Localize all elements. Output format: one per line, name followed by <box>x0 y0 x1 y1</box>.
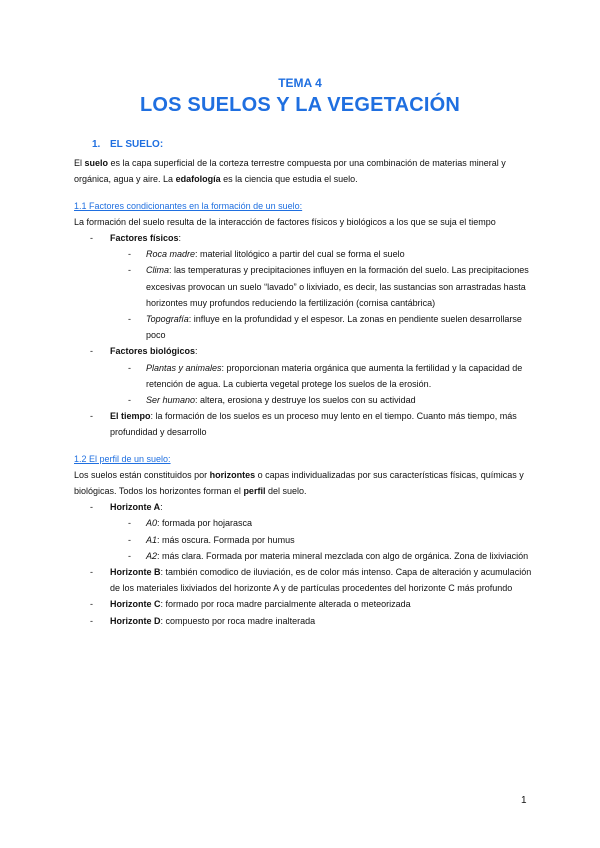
list-item-plantas-animales: - Plantas y animales: proporcionan materia orgánica que aumenta la fertilidad y la capacidad de retención de agua. La cubierta vegetal protege los suelos de la erosión. <box>74 360 534 392</box>
list-item-roca-madre: - Roca madre: material litológico a partir del cual se forma el suelo <box>74 246 534 262</box>
list-dash: - <box>90 411 93 422</box>
section-1-number: 1. <box>92 139 101 150</box>
list-dash: - <box>128 395 131 406</box>
list-dash: - <box>128 550 131 561</box>
list-item-factores-fisicos: - Factores físicos: <box>74 230 534 246</box>
page-number: 1 <box>521 795 527 806</box>
list-item-clima: - Clima: las temperaturas y precipitaciones influyen en la formación del suelo. Las precipitaciones excesivas provocan un suelo “lavado” o lixiviado, es decir, las sustancias son arrastradas hasta horizontes muy profundos reduciendo la fertilización (cornisa cantábrica) <box>74 262 534 311</box>
list-dash: - <box>90 502 93 513</box>
list-dash: - <box>128 314 131 325</box>
term-horizontes: horizontes <box>209 469 256 480</box>
term-edafologia: edafología <box>175 174 221 185</box>
topic-number: TEMA 4 <box>278 76 322 90</box>
list-dash: - <box>90 615 93 626</box>
list-dash: - <box>90 346 93 357</box>
list-item-a1: - A1: más oscura. Formada por humus <box>74 532 534 548</box>
section-1-1-heading: 1.1 Factores condicionantes en la formación de un suelo: <box>74 200 303 211</box>
document-body <box>74 137 534 629</box>
list-dash: - <box>90 599 93 610</box>
list-item-horizonte-c: - Horizonte C: formado por roca madre parcialmente alterada o meteorizada <box>74 596 534 612</box>
section-1-2-heading: 1.2 El perfil de un suelo: <box>74 453 171 464</box>
section-1-intro: El suelo es la capa superficial de la corteza terrestre compuesta por una combinación de materias mineral y orgánica, agua y aire. La edafología es la ciencia que estudia el suelo. <box>74 158 506 185</box>
list-item-a0: - A0: formada por hojarasca <box>74 515 534 531</box>
list-item-horizonte-d: - Horizonte D: compuesto por roca madre inalterada <box>74 613 534 629</box>
list-item-ser-humano: - Ser humano: altera, erosiona y destruye los suelos con su actividad <box>74 392 534 408</box>
list-dash: - <box>128 362 131 373</box>
page-title: LOS SUELOS Y LA VEGETACIÓN <box>139 94 461 116</box>
list-dash: - <box>128 249 131 260</box>
section-1-1-intro: La formación del suelo resulta de la interacción de factores físicos y biológicos a los que se suja el tiempo <box>74 216 496 227</box>
list-item-a2: - A2: más clara. Formada por materia mineral mezclada con algo de orgánica. Zona de lixiviación <box>74 548 534 564</box>
section-1-title: EL SUELO: <box>110 139 164 150</box>
list-item-topografia: - Topografía: influye en la profundidad y el espesor. La zonas en pendiente suelen desarrollarse poco <box>74 311 534 343</box>
list-dash: - <box>128 265 131 276</box>
term-perfil: perfil <box>243 486 266 497</box>
section-1-2-intro: Los suelos están constituidos por horizontes o capas individualizadas por sus características físicas, químicas y biológicas. Todos los horizontes forman el perfil del suelo. <box>74 469 524 497</box>
list-dash: - <box>90 233 93 244</box>
list-dash: - <box>128 534 131 545</box>
section-1-heading <box>74 137 534 153</box>
list-item-horizonte-a: - Horizonte A: <box>74 499 534 515</box>
list-item-factores-biologicos: - Factores biológicos: <box>74 343 534 359</box>
list-dash: - <box>90 567 93 578</box>
list-item-horizonte-b: - Horizonte B: también comodico de iluviación, es de color más intenso. Capa de alteración y acumulación de los materiales lixiviados del horizonte A y de partículas procedentes del horizonte C más profundo <box>74 564 534 596</box>
list-dash: - <box>128 518 131 529</box>
list-item-el-tiempo: - El tiempo: la formación de los suelos es un proceso muy lento en el tiempo. Cuanto más tiempo, más profundidad y desarrollo <box>74 408 534 440</box>
term-suelo: suelo <box>84 158 109 169</box>
